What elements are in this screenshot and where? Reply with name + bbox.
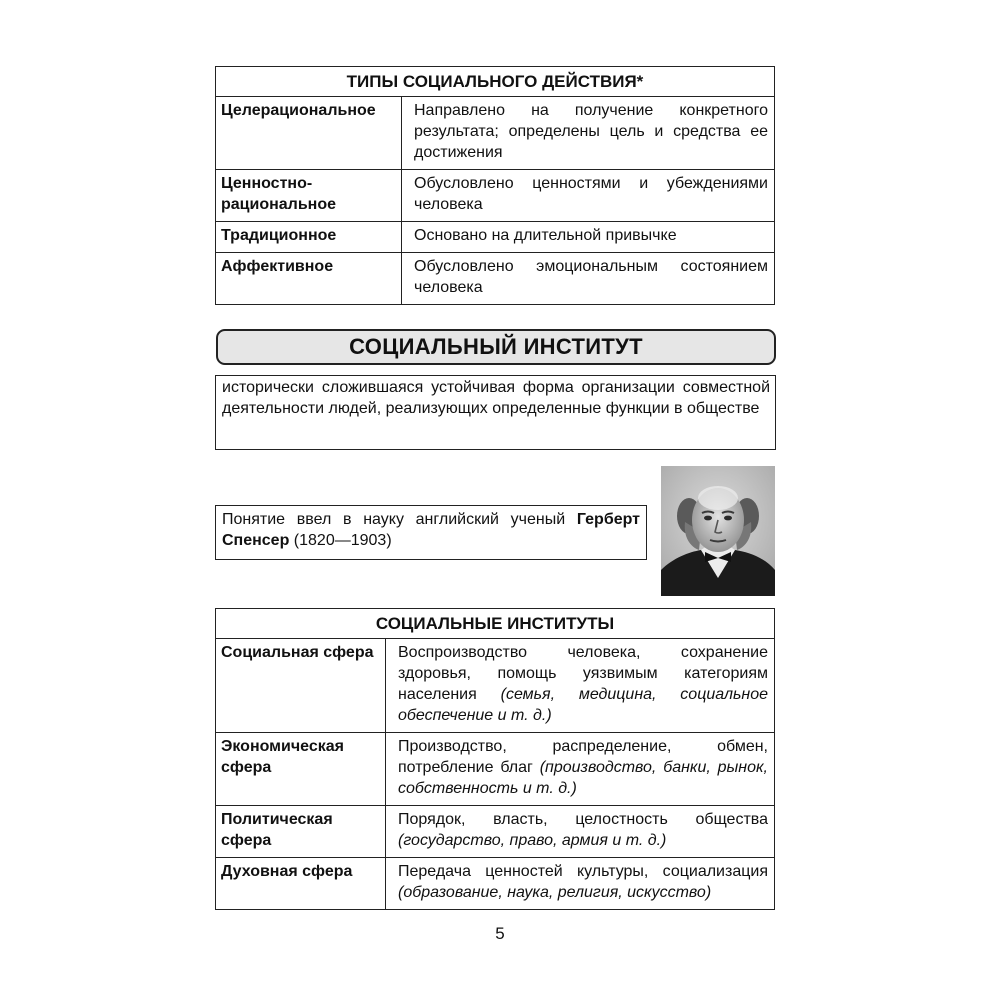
table-title: ТИПЫ СОЦИАЛЬНОГО ДЕЙСТВИЯ* — [216, 67, 775, 97]
row-description — [386, 858, 775, 910]
portrait-photo — [661, 466, 775, 596]
table-row — [216, 806, 775, 858]
row-label: Социальная сфера — [216, 639, 386, 733]
row-description: Направлено на получение конкретного результата; определены цель и средства ее достижения — [402, 97, 775, 170]
table-row — [216, 97, 775, 170]
row-label: Духовная сфера — [216, 858, 386, 910]
row-examples: (производство, банки, рынок, собственность и т. д.) — [398, 759, 768, 797]
row-label: Экономическая сфера — [216, 733, 386, 806]
table-row — [216, 858, 775, 910]
row-description — [386, 806, 775, 858]
table-row — [216, 733, 775, 806]
author-note — [215, 505, 647, 560]
definition-box: исторически сложившаяся устойчивая форма организации совместной деятельности людей, реализующих определенные функции в обществе — [215, 375, 776, 450]
row-description — [386, 733, 775, 806]
row-description: Основано на длительной привычке — [402, 222, 775, 253]
row-label: Политическая сфера — [216, 806, 386, 858]
table-title: СОЦИАЛЬНЫЕ ИНСТИТУТЫ — [216, 609, 775, 639]
table-row — [216, 170, 775, 222]
row-description-text: Производство, распределение, обмен, потребление благ — [398, 738, 768, 776]
row-label: Традиционное — [216, 222, 402, 253]
table-row — [216, 222, 775, 253]
row-label: Аффективное — [216, 253, 402, 305]
social-institutions-table — [215, 608, 775, 910]
section-heading: СОЦИАЛЬНЫЙ ИНСТИТУТ — [216, 329, 776, 365]
scientist-years: (1820—1903) — [289, 532, 392, 549]
table-row — [216, 253, 775, 305]
note-text: Понятие ввел в науку английский ученый — [222, 511, 577, 528]
page-number: 5 — [495, 924, 505, 943]
social-action-types-table — [215, 66, 775, 305]
row-examples: (государство, право, армия и т. д.) — [398, 832, 667, 849]
row-description-text: Порядок, власть, целостность общества — [398, 811, 768, 828]
row-label: Целерациональное — [216, 97, 402, 170]
row-description-text: Передача ценностей культуры, социализация — [398, 863, 768, 880]
row-examples: (образование, наука, религия, искусство) — [398, 884, 712, 901]
row-examples: (семья, медицина, социальное обеспечение и т. д.) — [398, 686, 769, 724]
row-label: Ценностно-рациональное — [216, 170, 402, 222]
row-description: Обусловлено эмоциональным состоянием человека — [402, 253, 775, 305]
table-row — [216, 639, 775, 733]
row-description-text: Воспроизводство человека, сохранение здоровья, помощь уязвимым категориям населения — [398, 644, 768, 703]
row-description: Обусловлено ценностями и убеждениями человека — [402, 170, 775, 222]
row-description — [386, 639, 775, 733]
scientist-name: Герберт Спенсер — [222, 511, 640, 549]
